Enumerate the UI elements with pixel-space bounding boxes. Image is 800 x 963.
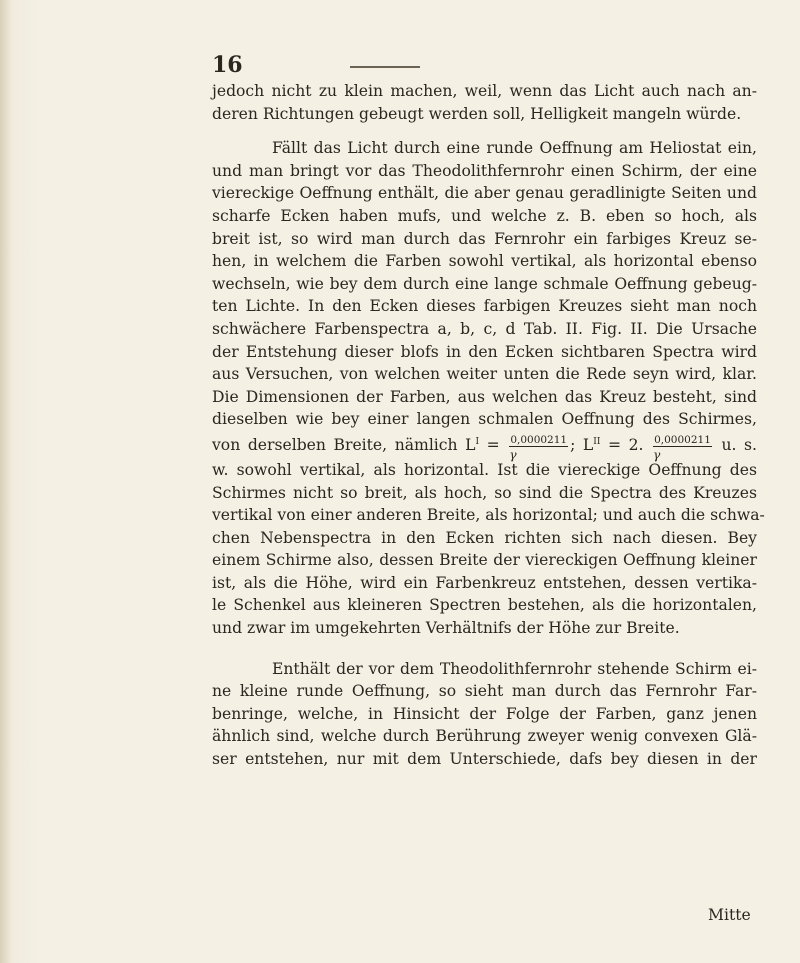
header-rule — [350, 66, 420, 68]
fraction — [653, 435, 712, 462]
text-line: ten Lichte. In den Ecken dieses farbigen Kreuzes sieht man noch — [212, 297, 757, 316]
text-line: aus Versuchen, von welchen weiter unten die Rede seyn wird, klar. — [212, 365, 757, 384]
formula-separator: ; L — [570, 436, 594, 455]
text-line: dieselben wie bey einer langen schmalen Oeffnung des Schirmes, — [212, 410, 757, 429]
text-line: chen Nebenspectra in den Ecken richten sich nach diesen. Bey — [212, 528, 757, 547]
page-number: 16 — [212, 52, 243, 78]
fraction-numerator: 0,0000211 — [510, 433, 568, 446]
text-line: der Entstehung dieser blofs in den Ecken sichtbaren Spectra wird — [212, 342, 757, 361]
text-line: Die Dimensionen der Farben, aus welchen das Kreuz besteht, sind — [212, 387, 757, 406]
fraction — [509, 435, 568, 462]
formula-superscript: II — [593, 436, 601, 447]
text-line: und zwar im umgekehrten Verhältnifs der Höhe zur Breite. — [212, 619, 680, 638]
text-line: Schirmes nicht so breit, als hoch, so sind die Spectra des Kreuzes — [212, 483, 757, 502]
paragraph-3 — [212, 658, 757, 771]
formula-line — [212, 431, 757, 463]
text-line: Enthält der vor dem Theodolithfernrohr stehende Schirm ei- — [272, 659, 757, 678]
fraction-numerator: 0,0000211 — [654, 433, 711, 446]
text-line: w. sowohl vertikal, als horizontal. Ist die viereckige Oeffnung des — [212, 460, 757, 479]
formula-suffix: u. s. — [713, 436, 757, 455]
text-line: breit ist, so wird man durch das Fernrohr ein farbiges Kreuz se- — [212, 229, 757, 248]
text-line: wechseln, wie bey dem durch eine lange schmale Oeffnung gebeug- — [212, 274, 757, 293]
formula-superscript: I — [475, 436, 480, 447]
text-line: und man bringt vor das Theodolithfernrohr einen Schirm, der eine — [212, 161, 757, 180]
paragraph-2 — [212, 137, 765, 639]
formula-equals: = 2. — [600, 436, 652, 455]
text-line: jedoch nicht zu klein machen, weil, wenn das Licht auch nach an- — [212, 82, 757, 100]
text-line: benringe, welche, in Hinsicht der Folge der Farben, ganz jenen — [212, 704, 757, 723]
paragraph-1 — [212, 80, 757, 125]
text-line: scharfe Ecken haben mufs, und welche z. B. eben so hoch, als — [212, 206, 757, 225]
text-line: vertikal von einer anderen Breite, als horizontal; und auch die schwa- — [212, 506, 765, 525]
text-line: viereckige Oeffnung enthält, die aber genau geradlinigte Seiten und — [212, 184, 757, 203]
text-line: ist, als die Höhe, wird ein Farbenkreuz entstehen, dessen vertika- — [212, 573, 757, 592]
fraction-denominator: γ — [653, 448, 661, 463]
fraction-denominator: γ — [509, 448, 517, 463]
body-text — [212, 80, 765, 771]
binding-gutter — [0, 0, 10, 963]
formula-prefix: von derselben Breite, nämlich L — [212, 436, 476, 455]
text-line: deren Richtungen gebeugt werden soll, Helligkeit mangeln würde. — [212, 104, 742, 123]
catchword: Mitte — [708, 906, 751, 924]
text-line: ähnlich sind, welche durch Berührung zweyer wenig convexen Glä- — [212, 727, 757, 746]
text-line: hen, in welchem die Farben sowohl vertikal, als horizontal ebenso — [212, 252, 757, 271]
text-line: ne kleine runde Oeffnung, so sieht man durch das Fernrohr Far- — [212, 682, 757, 701]
text-line: einem Schirme also, dessen Breite der viereckigen Oeffnung kleiner — [212, 551, 757, 570]
page-header — [212, 52, 572, 82]
text-line: le Schenkel aus kleineren Spectren bestehen, als die horizontalen, — [212, 596, 757, 615]
formula-equals: = — [479, 436, 508, 455]
text-line: schwächere Farbenspectra a, b, c, d Tab. II. Fig. II. Die Ursache — [212, 319, 757, 338]
text-line: Fällt das Licht durch eine runde Oeffnung am Heliostat ein, — [272, 139, 757, 158]
text-line: ser entstehen, nur mit dem Unterschiede, dafs bey diesen in der — [212, 750, 757, 769]
